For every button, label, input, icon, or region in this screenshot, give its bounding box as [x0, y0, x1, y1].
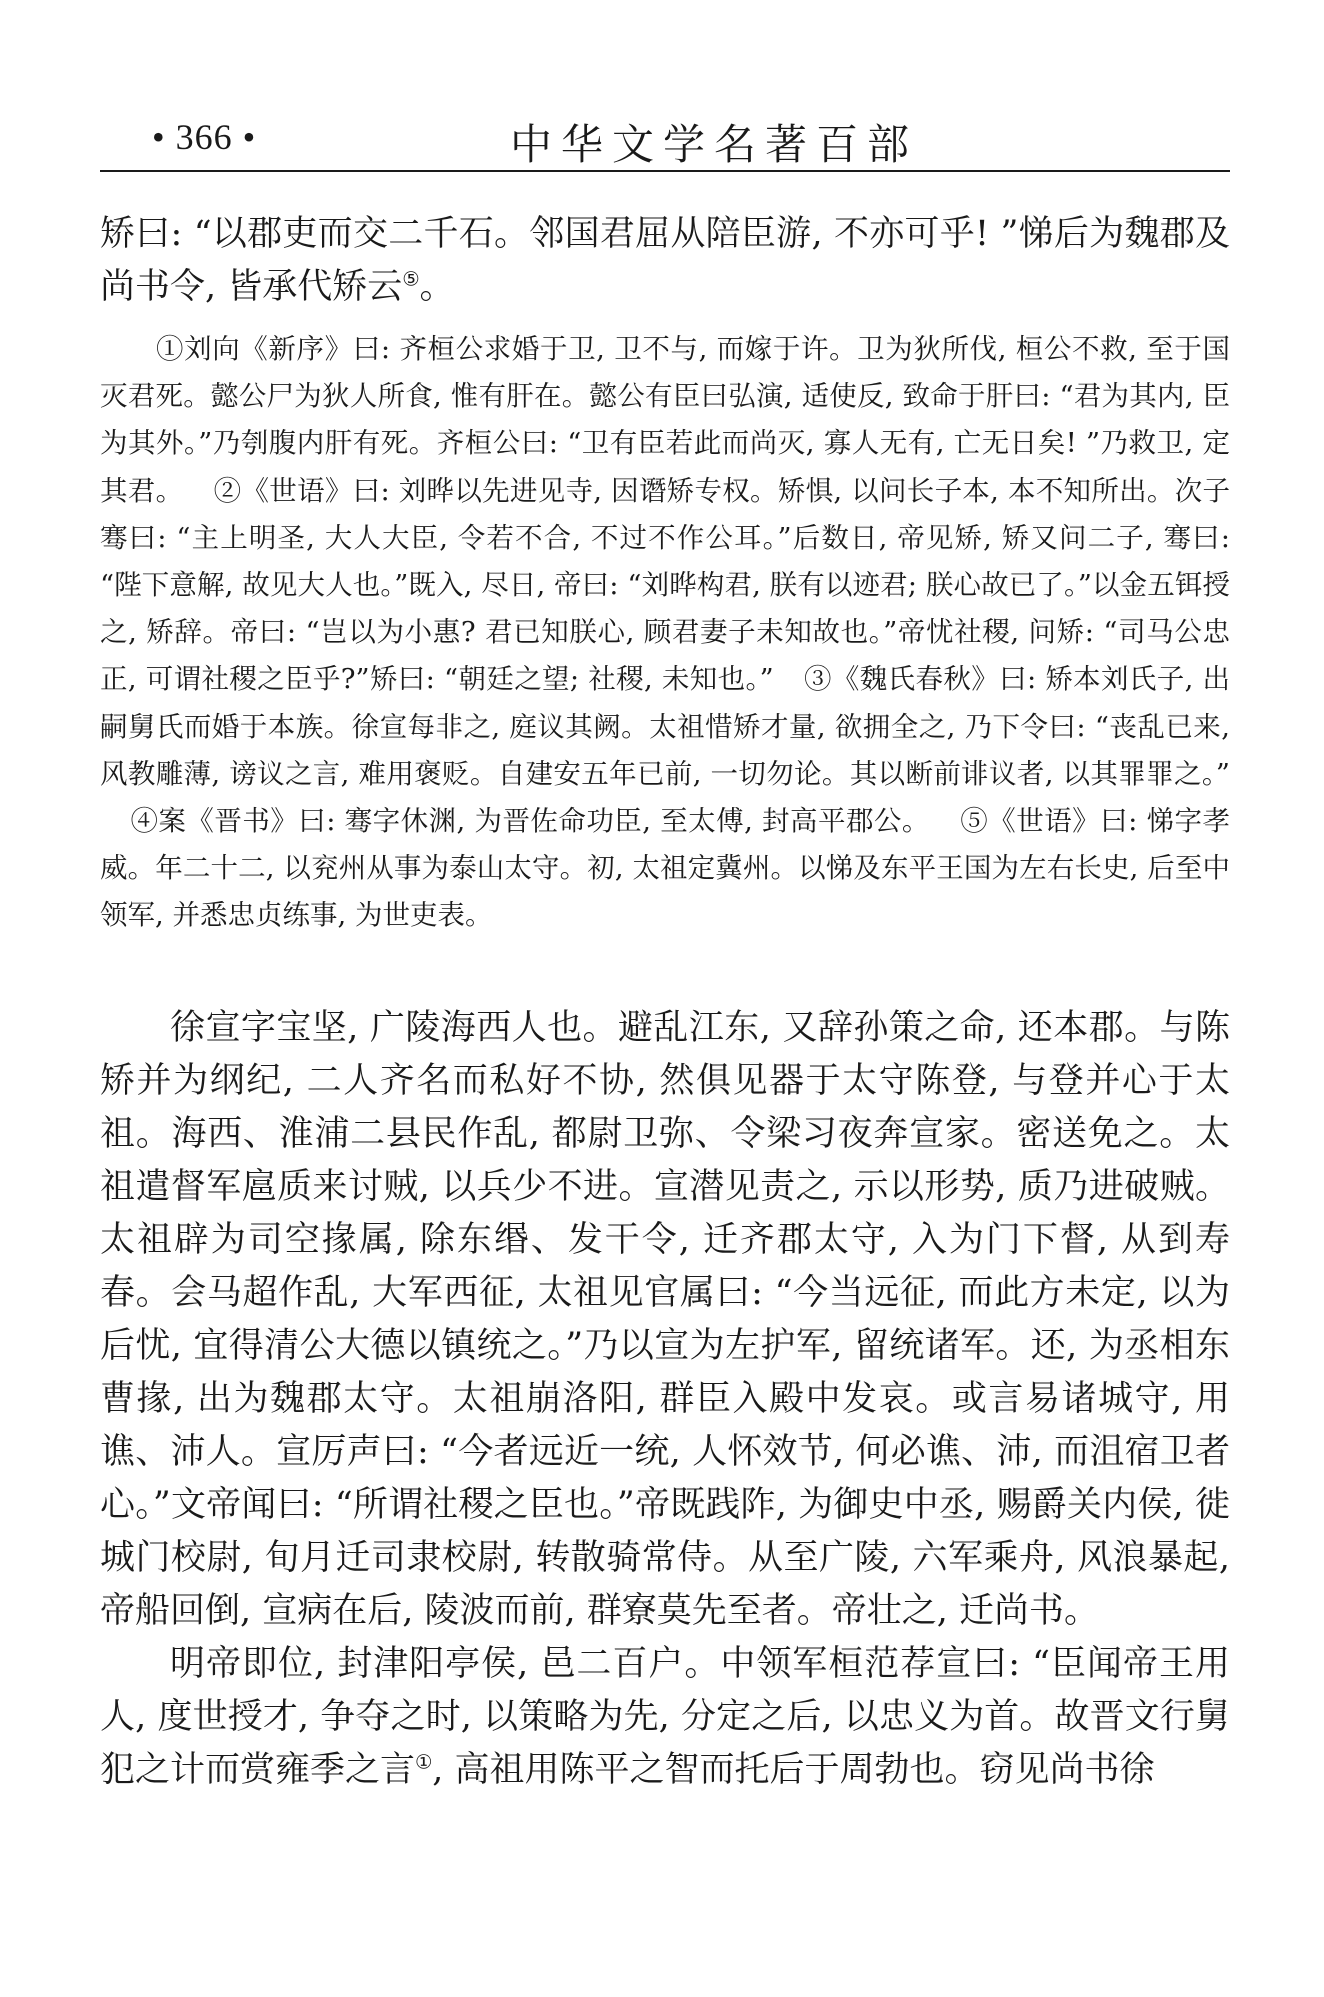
section-spacer [100, 940, 1230, 1002]
paragraph-ming-di [100, 1638, 1230, 1797]
page-content [100, 208, 1230, 1797]
page-header [100, 108, 1230, 168]
annotation-block [100, 326, 1230, 940]
paragraph-ming-di-text-b: , 高祖用陈平之智而托后于周勃也。窃见尚书徐 [432, 1749, 1155, 1790]
note-2: ②《世语》曰: 刘晔以先进见寺, 因谮矫专权。矫惧, 以问长子本, 本不知所出。次子骞曰: “主上明圣, 大人大臣, 令若不合, 不过不作公耳。”后数日, 帝见矫, 矫又问二子, 骞曰: “陛下意解, 故见大人也。”既入, 尽日, 帝曰: “刘晔构君, 朕有以迹君; 朕心故已了。”以金五铒授之, 矫辞。帝曰: “岂以为小惠? 君已知朕心, 顾君妻子未知故也。”帝忧社稷, 问矫: “司马公忠正, 可谓社稷之臣乎?”矫曰: “朝廷之望; 社稷, 未知也。” [100, 474, 1231, 696]
note-4: ④案《晋书》曰: 骞字休渊, 为晋佐命功臣, 至太傅, 封高平郡公。 [130, 805, 930, 838]
note-5: ⑤《世语》曰: 悌字孝威。年二十二, 以兖州从事为泰山太守。初, 太祖定冀州。以悌及东平王国为左右长史, 后至中领军, 并悉忠贞练事, 为世吏表。 [100, 805, 1230, 932]
continuation-tail: 。 [419, 267, 455, 307]
paragraph-ming-di-text-a: 明帝即位, 封津阳亭侯, 邑二百户。中领军桓范荐宣曰: “臣闻帝王用人, 度世授才, 争夺之时, 以策略为先, 分定之后, 以忠义为首。故晋文行舅犯之计而赏雍季之言 [100, 1643, 1230, 1790]
footnote-ref-5: ⑤ [402, 267, 420, 291]
page-number: • 366 • [152, 117, 257, 157]
header-rule [100, 170, 1230, 172]
continuation-text: 矫曰: “以郡吏而交二千石。邻国君屈从陪臣游, 不亦可乎! ”悌后为魏郡及尚书令, 皆承代矫云 [100, 214, 1230, 307]
footnote-ref-1: ① [415, 1749, 433, 1773]
note-3: ③《魏氏春秋》曰: 矫本刘氏子, 出嗣舅氏而婚于本族。徐宣每非之, 庭议其阙。太祖惜矫才量, 欲拥全之, 乃下令曰: “丧乱已来, 风教雕薄, 谤议之言, 难用褒贬。自建安五年已前, 一切勿论。其以断前诽议者, 以其罪罪之。” [100, 663, 1230, 790]
continuation-paragraph [100, 208, 1230, 314]
paragraph-xu-xuan: 徐宣字宝坚, 广陵海西人也。避乱江东, 又辞孙策之命, 还本郡。与陈矫并为纲纪, 二人齐名而私好不协, 然俱见器于太守陈登, 与登并心于太祖。海西、淮浦二县民作乱, 都尉卫弥、令梁习夜奔宣家。密送免之。太祖遣督军扈质来讨贼, 以兵少不进。宣潜见责之, 示以形势, 质乃进破贼。太祖辟为司空掾属, 除东缗、发干令, 迁齐郡太守, 入为门下督, 从到寿春。会马超作乱, 大军西征, 太祖见官属曰: “今当远征, 而此方未定, 以为后忧, 宜得清公大德以镇统之。”乃以宣为左护军, 留统诸军。还, 为丞相东曹掾, 出为魏郡太守。太祖崩洛阳, 群臣入殿中发哀。或言易诸城守, 用谯、沛人。宣厉声曰: “今者远近一统, 人怀效节, 何必谯、沛, 而沮宿卫者心。”文帝闻曰: “所谓社稷之臣也。”帝既践阼, 为御史中丞, 赐爵关内侯, 徙城门校尉, 旬月迁司隶校尉, 转散骑常侍。从至广陵, 六军乘舟, 风浪暴起, 帝船回倒, 宣病在后, 陵波而前, 群寮莫先至者。帝壮之, 迁尚书。 [100, 1007, 1230, 1631]
note-1: ①刘向《新序》曰: 齐桓公求婚于卫, 卫不与, 而嫁于许。卫为狄所伐, 桓公不救, 至于国灭君死。懿公尸为狄人所食, 惟有肝在。懿公有臣曰弘演, 适使反, 致命于肝曰: “君为其内, 臣为其外。”乃刳腹内肝有死。齐桓公曰: “卫有臣若此而尚灭, 寡人无有, 亡无日矣! ”乃救卫, 定其君。 [100, 333, 1230, 507]
book-title: 中华文学名著百部 [510, 120, 919, 169]
